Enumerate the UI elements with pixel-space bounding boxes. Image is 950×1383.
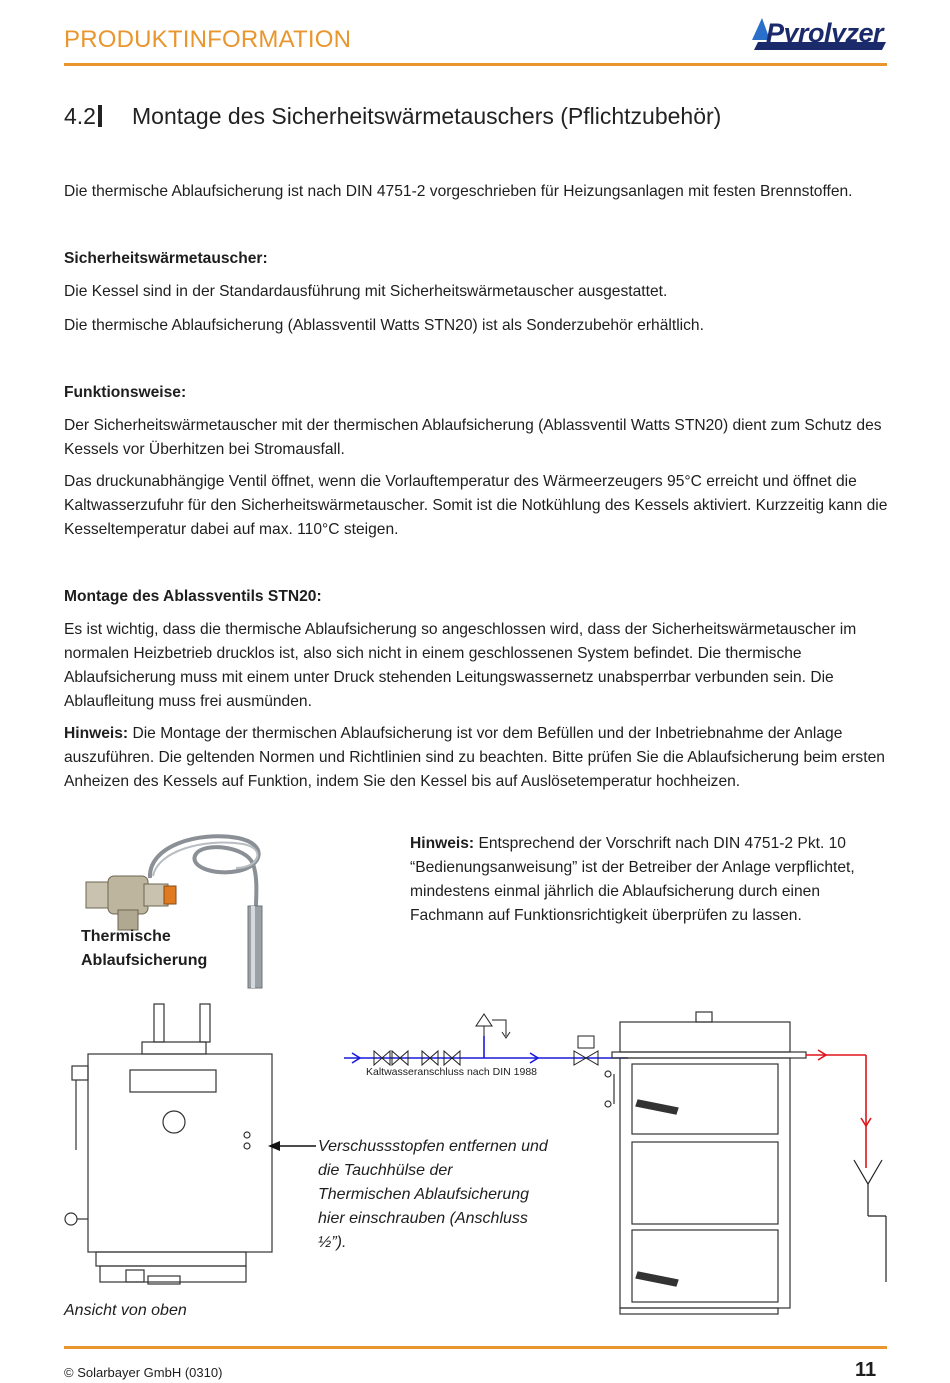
valve-caption-line: Thermische [81,928,171,945]
note-text: Entsprechend der Vorschrift nach DIN 4751-2 Pkt. 10 “Bedienungsanweisung” ist der Betreiber der Anlage verpflichtet, mindestens einmal jährlich die Ablaufsicherung durch einen Fachmann auf Funktionsrichtigkeit überprüfen zu lassen. [410,835,855,924]
hint-paragraph [64,722,888,794]
section-title: Montage des Sicherheitswärmetauschers (Pflichtzubehör) [132,103,722,129]
section-number: 4.2 [64,103,96,129]
valve-caption-line: Ablaufsicherung [81,952,208,969]
valve-caption [81,925,207,973]
piping-schematic [340,1008,900,1320]
paragraph: Die thermische Ablaufsicherung (Ablassventil Watts STN20) ist als Sonderzubehör erhältlich. [64,317,704,334]
header-title: PRODUKTINFORMATION [64,26,352,53]
hint-label: Hinweis: [64,725,129,742]
heading-sicherheitswaermetauscher: Sicherheitswärmetauscher: [64,250,268,267]
paragraph: Das druckunabhängige Ventil öffnet, wenn die Vorlauftemperatur des Wärmeerzeugers 95°C erreicht und öffnet die Kaltwasserzufuhr für den Sicherheitswärmetauscher. Somit ist die Notkühlung des Kessels aktiviert. Kurzzeitig kann die Kesseltemperatur dabei auf max. 110°C steigen. [64,473,888,538]
section-heading [64,103,721,130]
note-label: Hinweis: [410,835,475,852]
footer-rule [64,1346,887,1349]
hint-text: Die Montage der thermischen Ablaufsicherung ist vor dem Befüllen und der Inbetriebnahme der Anlage auszuführen. Die geltenden Normen und Richtlinien sind zu beachten. Bitte prüfen Sie die Ablaufsicherung beim ersten Anheizen des Kessels auf Funktion, indem Sie den Kessel bis auf Auslösetemperatur hochheizen. [64,725,885,790]
hot-water-line [806,1050,871,1168]
pipe-label: Kaltwasseranschluss nach DIN 1988 [366,1066,538,1078]
heading-montage: Montage des Ablassventils STN20: [64,588,322,605]
section-bar [98,105,102,127]
paragraph: Es ist wichtig, dass die thermische Ablaufsicherung so angeschlossen wird, dass der Sicherheitswärmetauscher im normalen Heizbetrieb drucklos ist, also sich nicht in einem geschlossenen System befindet. Die thermische Ablaufsicherung muss mit einem unter Druck stehenden Leitungswassernetz unabsperrbar verbunden sein. Die Ablaufleitung muss frei ausmünden. [64,621,857,710]
maintenance-note [410,832,890,928]
top-view-caption: Ansicht von oben [64,1302,187,1319]
paragraph: Der Sicherheitswärmetauscher mit der thermischen Ablaufsicherung (Ablassventil Watts STN20) dient zum Schutz des Kessels vor Überhitzen bei Stromausfall. [64,417,882,458]
paragraph: Die Kessel sind in der Standardausführung mit Sicherheitswärmetauscher ausgestattet. [64,283,668,300]
logo-text: Pyrolyzer [766,18,884,48]
intro-paragraph: Die thermische Ablaufsicherung ist nach DIN 4751-2 vorgeschrieben für Heizungsanlagen mit festen Brennstoffen. [64,183,853,200]
drain-funnel [854,1160,886,1282]
plug-instruction: Verschussstopfen entfernen und die Tauchhülse der Thermischen Ablaufsicherung hier einschrauben (Anschluss ½”). [318,1138,548,1251]
copyright: © Solarbayer GmbH (0310) [64,1365,223,1380]
header-rule [64,63,887,66]
page-number: 11 [855,1359,877,1381]
boiler-front-drawing [605,1012,806,1314]
heading-funktionsweise: Funktionsweise: [64,384,187,401]
arrow-left-icon [268,1141,280,1151]
